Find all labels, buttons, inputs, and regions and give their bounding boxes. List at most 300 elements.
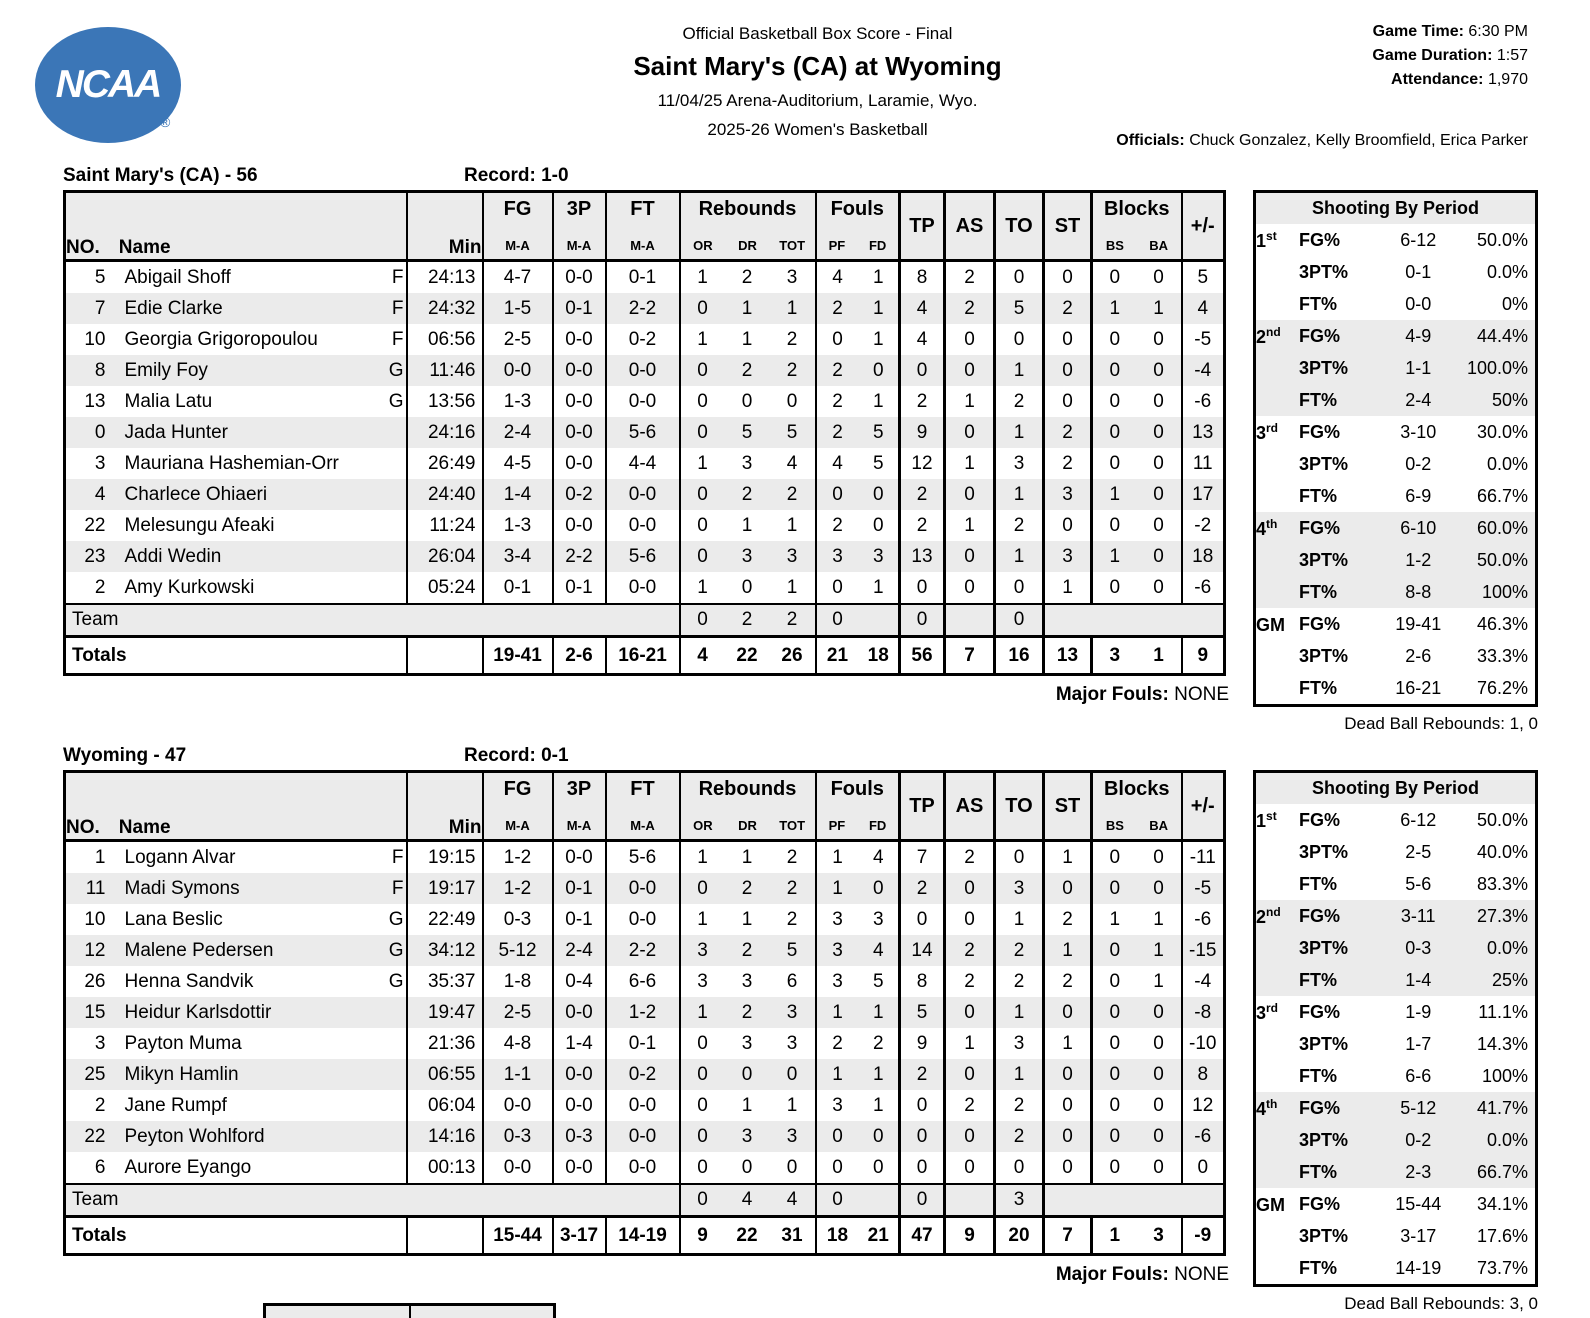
player-name: Mikyn Hamlin (124, 1063, 239, 1085)
stat-bs: 0 (1092, 510, 1137, 541)
stat-dr: 2 (725, 997, 770, 1028)
stat-or: 0 (680, 510, 725, 541)
stat-pf: 2 (816, 417, 859, 448)
player-number: 26 (84, 970, 106, 992)
stat-plus-minus: 18 (1182, 541, 1225, 572)
player-name-cell (119, 1121, 407, 1152)
stat-fg: 1-2 (483, 873, 553, 904)
shooting-percentage: 25% (1457, 964, 1537, 996)
player-row (65, 873, 1225, 904)
shooting-stat-label: FT% (1299, 1156, 1380, 1188)
stat-tot: 5 (770, 935, 816, 966)
stat-plus-minus: 13 (1182, 417, 1225, 448)
shooting-stat-label: FT% (1299, 384, 1380, 416)
stat-tot: 3 (770, 541, 816, 572)
stat-or: 1 (680, 904, 725, 935)
stat-3p: 0-0 (553, 261, 606, 294)
shooting-made-attempted: 0-1 (1405, 261, 1432, 282)
stat-tot: 2 (786, 908, 798, 930)
stat-tot: 2 (770, 873, 816, 904)
stat-tot: 2 (786, 846, 798, 868)
stat-fg: 0-0 (483, 1152, 553, 1184)
shooting-row (1255, 672, 1537, 706)
stat-dr: 0 (725, 1059, 770, 1090)
stat-bs: 0 (1092, 1028, 1137, 1059)
col-header-no-name: NO. Name (65, 192, 407, 261)
shooting-period (1255, 640, 1299, 672)
stat-tp: 0 (900, 1152, 945, 1184)
shooting-made-attempted: 15-44 (1395, 1193, 1442, 1214)
shooting-row (1255, 224, 1537, 256)
team-title: Wyoming - 47 (63, 745, 187, 766)
shooting-made-attempted: 6-10 (1380, 512, 1457, 544)
col-header-3p: 3P M-A (553, 192, 606, 261)
stat-pf: 1 (816, 997, 859, 1028)
stat-fd: 0 (859, 873, 900, 904)
stat-bs: 0 (1092, 1152, 1137, 1184)
stat-fg: 1-8 (483, 966, 553, 997)
stat-ft: 0-0 (606, 479, 680, 510)
stat-3p: 0-0 (553, 1059, 606, 1090)
stat-pf: 1 (816, 1059, 859, 1090)
stat-plus-minus: -15 (1182, 935, 1225, 966)
stat-min: 11:46 (407, 355, 483, 386)
stat-pf: 2 (816, 355, 859, 386)
player-name: Georgia Grigoropoulou (124, 328, 318, 350)
stat-pf: 2 (816, 293, 859, 324)
shooting-percentage: 76.2% (1476, 677, 1528, 698)
stat-as: 0 (945, 541, 995, 572)
shooting-made-attempted: 4-9 (1380, 320, 1457, 352)
player-row (65, 904, 1225, 935)
shooting-period: 1st (1256, 228, 1277, 251)
stat-st: 0 (1044, 1152, 1092, 1184)
shooting-made-attempted: 3-11 (1380, 900, 1457, 932)
shooting-panel-title: Shooting By Period (1255, 192, 1537, 225)
stat-to: 0 (995, 1152, 1044, 1184)
dead-ball-rebounds: Dead Ball Rebounds: 1, 0 (1344, 714, 1538, 733)
stat-st: 2 (1044, 904, 1092, 935)
stat-min: 06:04 (407, 1090, 483, 1121)
shooting-made-attempted: 5-6 (1405, 873, 1432, 894)
player-name-cell (119, 572, 407, 604)
stat-tp: 2 (900, 873, 945, 904)
stat-dr: 3 (725, 541, 770, 572)
stat-bs: 0 (1092, 572, 1137, 604)
stat-ba: 0 (1153, 846, 1164, 868)
stat-bs: 0 (1092, 1090, 1137, 1121)
stat-min: 26:49 (407, 448, 483, 479)
stat-tot: 3 (770, 997, 816, 1028)
shooting-by-period-panel (1253, 770, 1538, 1287)
shooting-panel-title: Shooting By Period (1255, 772, 1537, 805)
stat-or: 0 (680, 479, 725, 510)
shooting-made-attempted: 3-10 (1400, 421, 1437, 442)
stat-bs: 0 (1092, 417, 1137, 448)
col-header-to: TO (995, 192, 1044, 261)
player-row (65, 935, 1225, 966)
shooting-by-period-panel (1253, 190, 1538, 707)
stat-fd: 0 (872, 514, 884, 536)
shooting-period (1255, 868, 1299, 900)
col-header-fouls: Fouls PF FD (816, 192, 900, 261)
col-header-min: Min (407, 772, 483, 841)
stat-ft: 1-2 (606, 997, 680, 1028)
shooting-stat-label: 3PT% (1299, 544, 1380, 576)
stat-plus-minus: -6 (1182, 386, 1225, 417)
stat-pf: 2 (816, 1028, 859, 1059)
player-position: F (391, 877, 404, 899)
player-name-cell (119, 293, 407, 324)
stat-3p: 0-0 (553, 841, 606, 874)
stat-fd: 0 (859, 1121, 900, 1152)
stat-fd: 1 (859, 1059, 900, 1090)
stat-or: 0 (680, 293, 725, 324)
col-header-rebounds: Rebounds OR DR TOT (680, 192, 816, 261)
shooting-made-attempted: 2-5 (1405, 841, 1432, 862)
stat-min: 19:17 (407, 873, 483, 904)
stat-ba: 0 (1137, 873, 1182, 904)
player-number: 6 (94, 1156, 106, 1178)
shooting-period: GM (1256, 1194, 1285, 1215)
player-position: G (388, 939, 404, 961)
player-row (65, 966, 1225, 997)
stat-min: 24:40 (407, 479, 483, 510)
player-name-cell (119, 1059, 407, 1090)
player-row (65, 1152, 1225, 1184)
stat-to: 1 (995, 1059, 1044, 1090)
stat-ft: 0-0 (606, 1152, 680, 1184)
stat-ba: 1 (1137, 293, 1182, 324)
stat-ft: 0-1 (606, 1028, 680, 1059)
stat-ba: 0 (1137, 417, 1182, 448)
stat-tp: 4 (900, 324, 945, 355)
stat-fg: 2-5 (483, 997, 553, 1028)
stat-as: 0 (945, 997, 995, 1028)
stat-ft: 0-0 (606, 873, 680, 904)
player-name: Logann Alvar (124, 846, 236, 868)
col-header-blocks: Blocks BS BA (1092, 772, 1182, 841)
player-number: 22 (65, 1121, 119, 1152)
player-position: G (388, 908, 404, 930)
shooting-percentage: 0.0% (1486, 261, 1528, 282)
stat-fd: 0 (872, 1156, 884, 1178)
stat-3p: 0-0 (553, 448, 606, 479)
stat-bs: 1 (1092, 293, 1137, 324)
shooting-stat-label: 3PT% (1298, 261, 1348, 282)
col-header-tp: TP (900, 192, 945, 261)
stat-fd: 3 (872, 908, 884, 930)
stat-ba: 0 (1153, 1094, 1164, 1116)
shooting-period: 1st (1256, 808, 1277, 831)
stat-tp: 8 (900, 261, 945, 294)
shooting-period (1255, 352, 1299, 384)
col-header-to: TO (995, 772, 1044, 841)
stat-ft: 4-4 (606, 448, 680, 479)
stat-or: 0 (680, 1059, 725, 1090)
player-position: F (391, 846, 404, 868)
col-header-as: AS (945, 192, 995, 261)
stat-fd: 2 (872, 1032, 884, 1054)
shooting-stat-label: FG% (1298, 1193, 1340, 1214)
player-name-cell (119, 417, 407, 448)
col-header-fg: FG M-A (483, 772, 553, 841)
box-score-column-headers (65, 772, 1225, 841)
shooting-period (1255, 256, 1299, 288)
player-position: G (388, 359, 404, 381)
stat-pf: 4 (816, 261, 859, 294)
stat-ba: 0 (1153, 266, 1164, 288)
shooting-period: 3rd (1256, 420, 1279, 443)
shooting-period (1255, 1156, 1299, 1188)
shooting-made-attempted: 1-4 (1380, 964, 1457, 996)
player-number: 11 (65, 873, 119, 904)
shooting-made-attempted: 6-9 (1405, 485, 1432, 506)
stat-bs: 0 (1092, 966, 1137, 997)
stat-or: 0 (680, 1121, 725, 1152)
shooting-row (1255, 1028, 1537, 1060)
officials-line: Officials: Chuck Gonzalez, Kelly Broomfield, Erica Parker (1116, 132, 1528, 149)
stat-as: 0 (945, 324, 995, 355)
stat-st: 0 (1044, 355, 1092, 386)
player-name: Edie Clarke (124, 297, 223, 319)
player-name-cell (119, 355, 407, 386)
stat-as: 0 (945, 873, 995, 904)
player-name: Charlece Ohiaeri (124, 483, 268, 505)
stat-st: 2 (1044, 448, 1092, 479)
col-header-fg: FG M-A (483, 192, 553, 261)
player-number: 10 (84, 908, 106, 930)
stat-min: 00:13 (407, 1152, 483, 1184)
player-number: 3 (94, 1032, 106, 1054)
stat-3p: 0-1 (553, 293, 606, 324)
stat-3p: 0-0 (553, 386, 606, 417)
col-header-st: ST (1044, 192, 1092, 261)
stat-tot: 6 (786, 970, 798, 992)
player-name: Melesungu Afeaki (124, 514, 275, 536)
shooting-made-attempted: 2-4 (1380, 384, 1457, 416)
stat-min: 19:15 (407, 841, 483, 874)
shooting-made-attempted: 0-0 (1405, 293, 1432, 314)
player-name: Jada Hunter (124, 421, 229, 443)
stat-plus-minus: 8 (1182, 1059, 1225, 1090)
stat-or: 0 (680, 1152, 725, 1184)
stat-bs: 1 (1092, 541, 1137, 572)
player-row (65, 448, 1225, 479)
shooting-made-attempted: 0-2 (1405, 453, 1432, 474)
stat-to: 0 (995, 841, 1044, 874)
shooting-period (1255, 964, 1299, 996)
stat-3p: 0-0 (553, 1152, 606, 1184)
stat-to: 3 (995, 448, 1044, 479)
shooting-row (1255, 1252, 1537, 1286)
col-header-fouls: Fouls PF FD (816, 772, 900, 841)
stat-to: 1 (995, 904, 1044, 935)
stat-min: 13:56 (407, 386, 483, 417)
stat-fd: 3 (859, 541, 900, 572)
shooting-made-attempted: 14-19 (1395, 1257, 1442, 1278)
stat-dr: 3 (725, 1121, 770, 1152)
shooting-row (1255, 836, 1537, 868)
stat-plus-minus: -6 (1182, 1121, 1225, 1152)
stat-st: 1 (1044, 572, 1092, 604)
stat-tot: 1 (786, 514, 798, 536)
player-name-cell (119, 904, 407, 935)
stat-pf: 4 (816, 448, 859, 479)
stat-ft: 5-6 (606, 541, 680, 572)
player-number: 10 (84, 328, 106, 350)
stat-fd: 4 (872, 846, 884, 868)
shooting-made-attempted: 8-8 (1380, 576, 1457, 608)
stat-or: 0 (680, 873, 725, 904)
stat-plus-minus: 12 (1182, 1090, 1225, 1121)
stat-to: 2 (995, 966, 1044, 997)
shooting-row (1255, 932, 1537, 964)
stat-fg: 2-5 (483, 324, 553, 355)
stat-ba: 1 (1137, 935, 1182, 966)
stat-min: 06:55 (407, 1059, 483, 1090)
stat-fd: 4 (859, 935, 900, 966)
score-table-fragment-cell (409, 1306, 554, 1318)
stat-ft: 5-6 (606, 417, 680, 448)
stat-ft: 5-6 (606, 841, 680, 874)
stat-tp: 0 (900, 1121, 945, 1152)
shooting-stat-label: FT% (1298, 485, 1337, 506)
shooting-percentage: 66.7% (1457, 1156, 1537, 1188)
stat-fg: 4-8 (483, 1028, 553, 1059)
stat-dr: 2 (725, 479, 770, 510)
stat-dr: 3 (741, 452, 753, 474)
player-number: 5 (94, 266, 106, 288)
stat-ba: 0 (1137, 1059, 1182, 1090)
stat-fd: 5 (872, 452, 884, 474)
stat-min: 21:36 (407, 1028, 483, 1059)
stat-fg: 1-2 (483, 841, 553, 874)
player-row (65, 541, 1225, 572)
stat-tot: 1 (786, 1094, 798, 1116)
shooting-period (1255, 384, 1299, 416)
shooting-made-attempted: 2-6 (1405, 645, 1432, 666)
shooting-stat-label: FT% (1299, 576, 1380, 608)
player-rows (65, 261, 1225, 605)
shooting-stat-label: FG% (1298, 1001, 1340, 1022)
shooting-row (1255, 416, 1537, 448)
stat-st: 1 (1044, 1028, 1092, 1059)
stat-ft: 2-2 (606, 293, 680, 324)
stat-as: 1 (945, 510, 995, 541)
stat-dr: 1 (741, 514, 753, 536)
shooting-percentage: 60.0% (1457, 512, 1537, 544)
stat-bs: 0 (1092, 935, 1137, 966)
shooting-period (1255, 836, 1299, 868)
stat-fg: 1-4 (483, 479, 553, 510)
shooting-percentage: 34.1% (1476, 1193, 1528, 1214)
player-name-cell (119, 841, 407, 874)
player-row (65, 1121, 1225, 1152)
stat-tp: 4 (900, 293, 945, 324)
stat-fd: 5 (872, 970, 884, 992)
player-name-cell (119, 997, 407, 1028)
stat-or: 3 (680, 935, 725, 966)
player-row (65, 572, 1225, 604)
stat-pf: 0 (816, 1121, 859, 1152)
stat-tp: 2 (900, 1059, 945, 1090)
shooting-made-attempted: 6-12 (1400, 809, 1437, 830)
player-name-cell (119, 324, 407, 355)
stat-tot: 3 (786, 1032, 798, 1054)
stat-or: 1 (680, 448, 725, 479)
game-time: Game Time: 6:30 PM (1372, 23, 1528, 40)
stat-as: 2 (945, 261, 995, 294)
player-name: Payton Muma (124, 1032, 242, 1054)
stat-to: 2 (995, 510, 1044, 541)
stat-min: 06:56 (407, 324, 483, 355)
shooting-stat-label: FT% (1298, 873, 1337, 894)
shooting-period (1255, 932, 1299, 964)
player-name-cell (119, 1090, 407, 1121)
stat-ba: 0 (1153, 514, 1164, 536)
shooting-row (1255, 1188, 1537, 1220)
stat-dr: 3 (741, 1032, 753, 1054)
col-header-ft: FT M-A (606, 772, 680, 841)
shooting-rows (1255, 804, 1537, 1286)
box-score-table (63, 190, 1226, 676)
stat-dr: 2 (725, 355, 770, 386)
stat-ba: 0 (1153, 328, 1164, 350)
stat-ba: 0 (1137, 355, 1182, 386)
stat-min: 19:47 (407, 997, 483, 1028)
shooting-percentage: 27.3% (1457, 900, 1537, 932)
stat-or: 0 (680, 355, 725, 386)
player-name-cell (119, 1028, 407, 1059)
stat-tp: 7 (900, 841, 945, 874)
stat-tp: 14 (900, 935, 945, 966)
score-table-fragment-cell (266, 1306, 409, 1318)
stat-as: 1 (945, 448, 995, 479)
shooting-percentage: 73.7% (1476, 1257, 1528, 1278)
player-name-cell (119, 541, 407, 572)
stat-bs: 0 (1092, 1059, 1137, 1090)
player-name: Emily Foy (124, 359, 208, 381)
stat-or: 1 (680, 841, 725, 874)
stat-st: 0 (1044, 324, 1092, 355)
stat-bs: 0 (1092, 841, 1137, 874)
stat-plus-minus: -4 (1182, 355, 1225, 386)
col-header-ft: FT M-A (606, 192, 680, 261)
shooting-percentage: 40.0% (1476, 841, 1528, 862)
shooting-rows (1255, 224, 1537, 706)
player-position: F (391, 266, 404, 288)
shooting-stat-label: FT% (1298, 293, 1337, 314)
stat-or: 1 (680, 997, 725, 1028)
shooting-row (1255, 1092, 1537, 1124)
shooting-period (1255, 480, 1299, 512)
stat-fg: 4-5 (483, 448, 553, 479)
shooting-stat-label: FT% (1298, 1257, 1337, 1278)
season-label: 2025-26 Women's Basketball (707, 120, 928, 139)
shooting-row (1255, 320, 1537, 352)
stat-tot: 4 (786, 452, 798, 474)
shooting-row (1255, 544, 1537, 576)
shooting-period (1255, 544, 1299, 576)
player-number: 8 (65, 355, 119, 386)
team-record: Record: 0-1 (464, 745, 569, 766)
shooting-row (1255, 512, 1537, 544)
stat-dr: 1 (725, 293, 770, 324)
stat-tp: 12 (900, 448, 945, 479)
stat-as: 0 (945, 355, 995, 386)
stat-fd: 1 (872, 266, 884, 288)
